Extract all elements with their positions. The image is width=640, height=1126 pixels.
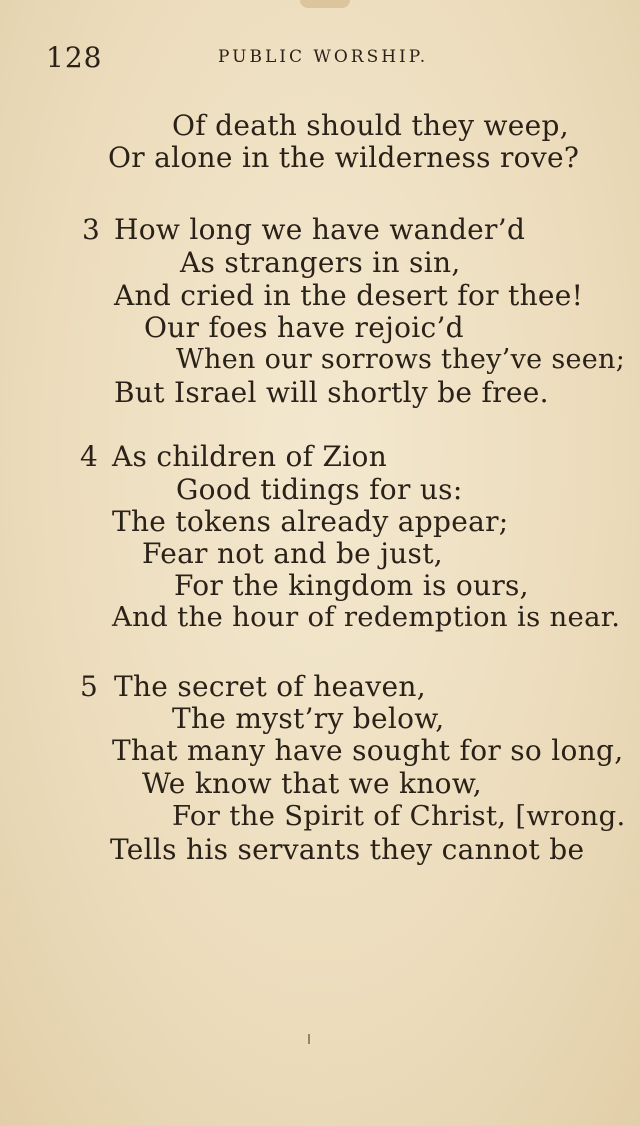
poem-line: As strangers in sin,	[180, 246, 461, 279]
poem-line: For the kingdom is ours,	[174, 569, 529, 602]
stanza-number: 4	[80, 440, 98, 473]
poem-line: The secret of heaven,	[114, 670, 426, 703]
poem-line: The myst’ry below,	[172, 702, 445, 735]
poem-line: That many have sought for so long,	[112, 734, 624, 767]
poem-line: We know that we know,	[142, 767, 482, 800]
page-stain	[300, 0, 350, 8]
poem-line: Our foes have rejoic’d	[144, 311, 464, 344]
poem-line: Or alone in the wilderness rove?	[108, 141, 580, 174]
page-number: 128	[46, 41, 103, 74]
poem-line: As children of Zion	[112, 440, 388, 473]
poem-line: Of death should they weep,	[172, 109, 569, 142]
poem-line: But Israel will shortly be free.	[114, 376, 549, 409]
poem-line: Fear not and be just,	[142, 537, 443, 570]
poem-line: Tells his servants they cannot be	[110, 833, 585, 866]
stanza-number: 5	[80, 670, 98, 703]
stanza-number: 3	[82, 213, 100, 246]
poem-line: The tokens already appear;	[112, 505, 509, 538]
poem-line: For the Spirit of Christ, [wrong.	[172, 800, 626, 832]
print-mark	[308, 1034, 310, 1044]
poem-line: And the hour of redemption is near.	[112, 601, 621, 633]
poem-line: How long we have wander’d	[114, 213, 526, 246]
poem-line: And cried in the desert for thee!	[114, 279, 584, 312]
poem-line: When our sorrows they’ve seen;	[176, 344, 626, 375]
poem-line: Good tidings for us:	[176, 473, 463, 506]
running-head: PUBLIC WORSHIP.	[218, 47, 429, 67]
